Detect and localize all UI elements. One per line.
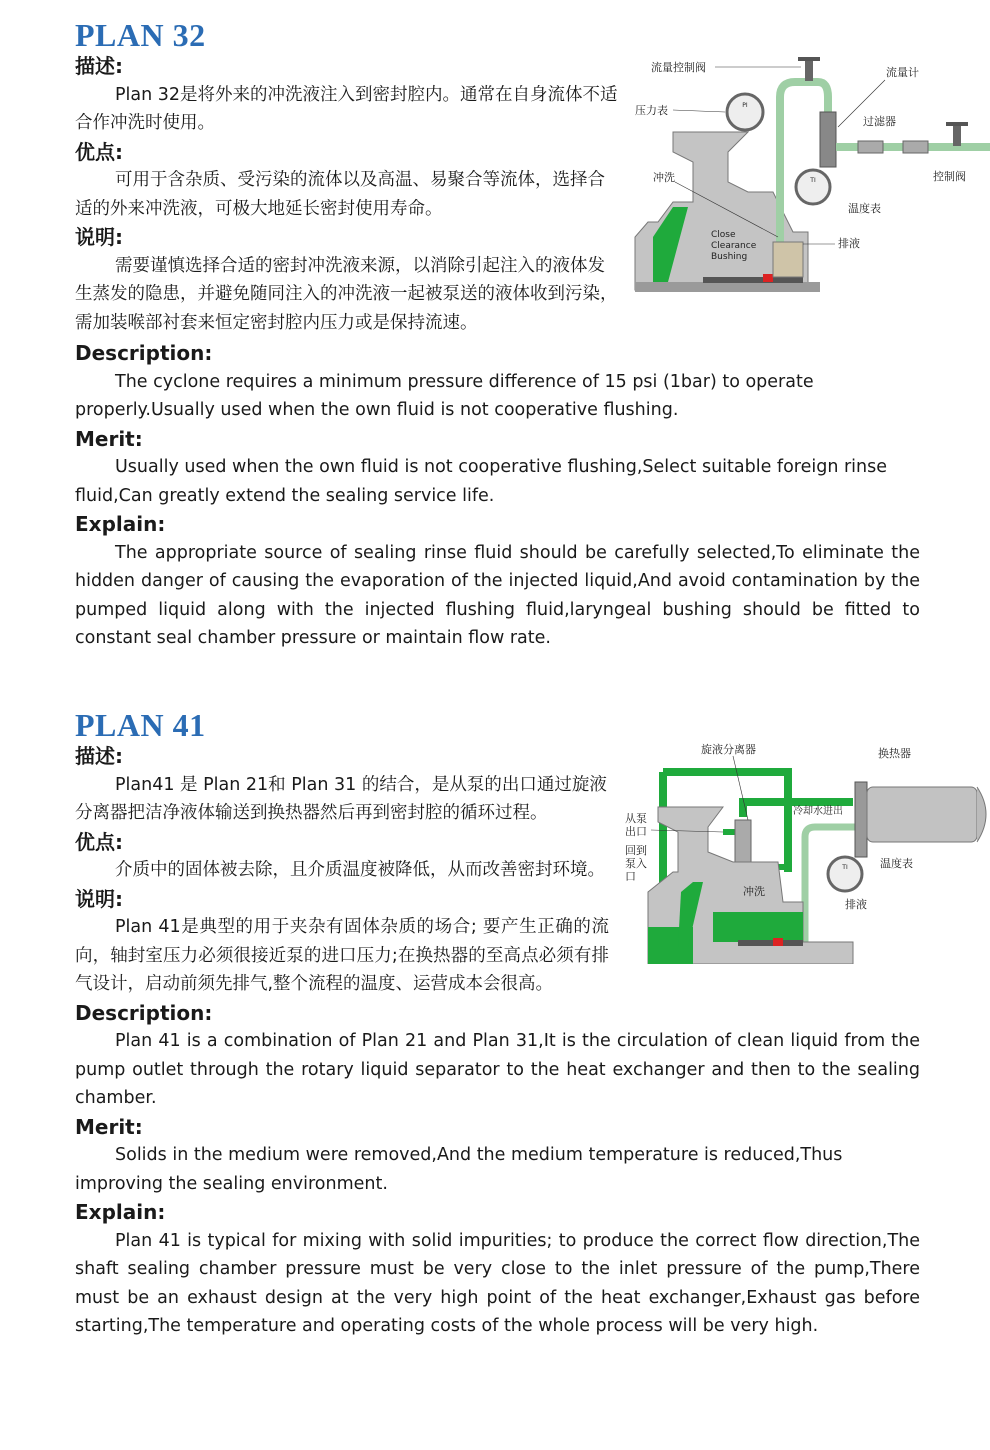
cn-merit-heading: 优点: (75, 139, 123, 164)
label-from-pump-1: 从泵 (625, 812, 647, 825)
cn-description-text: Plan41 是 Plan 21和 Plan 31 的结合，是从泵的出口通过旋液分离器把洁净液体输送到换热器然后再到密封腔的循环过程。 (75, 774, 607, 823)
en-description-heading: Description: (75, 341, 213, 365)
en-explain-heading: Explain: (75, 512, 166, 536)
label-drain: 排液 (838, 237, 860, 250)
en-description-text: The cyclone requires a minimum pressure difference of 15 psi (1bar) to operate properly.Usually used when the own fluid is not cooperative flushing. (75, 371, 814, 420)
cn-explain-text: Plan 41是典型的用于夹杂有固体杂质的场合; 要产生正确的流向，轴封室压力必须很接近泵的进口压力;在换热器的至高点必须有排气设计，启动前须先排气,整个流程的温度、运营成本会很高。 (75, 917, 609, 994)
label-control-valve: 控制阀 (933, 170, 966, 183)
svg-text:PI: PI (742, 102, 748, 109)
cn-explain-heading: 说明: (75, 225, 123, 249)
label-cyclone: 旋液分离器 (701, 743, 756, 756)
cn-description-text: Plan 32是将外来的冲洗液注入到密封腔内。通常在自身流体不适合作冲洗时使用。 (75, 84, 618, 133)
en-description-heading: Description: (75, 1000, 213, 1025)
label-return-3: 口 (625, 870, 636, 883)
svg-text:TI: TI (810, 177, 816, 184)
label-flush: 冲洗 (653, 171, 675, 184)
label-from-pump-2: 出口 (625, 825, 647, 838)
cn-explain-heading: 说明: (75, 886, 123, 911)
cn-explain-text: 需要谨慎选择合适的密封冲洗液来源，以消除引起注入的液体发生蒸发的隐患，并避免随同注入的冲洗液一起被泵送的液体收到污染，需加装喉部衬套来恒定密封腔内压力或是保持流速。 (75, 255, 618, 333)
svg-text:Clearance: Clearance (711, 241, 757, 251)
label-return-2: 泵入 (625, 857, 647, 870)
svg-text:Bushing: Bushing (711, 252, 748, 262)
label-flush: 冲洗 (743, 885, 765, 898)
en-description-text: Plan 41 is a combination of Plan 21 and Plan 31,It is the circulation of clean liquid from the pump outlet through the rotary liquid separator to the heat exchanger and then to the sealing chamber. (75, 1031, 920, 1108)
en-merit-text: Solids in the medium were removed,And the medium temperature is reduced,Thus improving the sealing environment. (75, 1145, 843, 1194)
plan-32-diagram (633, 52, 990, 302)
plan-32-title: PLAN 32 (75, 17, 206, 53)
plan-41-section (75, 708, 920, 1341)
label-flow-meter: 流量计 (886, 66, 919, 79)
cn-merit-heading: 优点: (75, 829, 123, 854)
label-filter: 过滤器 (863, 115, 896, 128)
en-merit-text: Usually used when the own fluid is not cooperative flushing,Select suitable foreign rinse fluid,Can greatly extend the sealing service life. (75, 457, 888, 506)
label-heat-exchanger: 换热器 (878, 747, 911, 760)
plan-32-section (75, 17, 966, 653)
label-return-1: 回到 (625, 844, 647, 857)
cn-description-heading: 描述: (75, 54, 123, 78)
plan-41-title: PLAN 41 (75, 707, 206, 743)
en-explain-heading: Explain: (75, 1200, 166, 1224)
label-cooling-water: 冷却水进出 (793, 806, 843, 817)
plan-41-diagram (623, 742, 990, 964)
label-drain: 排液 (845, 898, 867, 911)
cn-description-heading: 描述: (75, 744, 123, 768)
svg-text:Close: Close (711, 230, 736, 240)
en-merit-heading: Merit: (75, 1114, 143, 1139)
en-explain-text: The appropriate source of sealing rinse fluid should be carefully selected,To eliminate the hidden danger of causing the evaporation of the injected liquid,And avoid contamination by the pumped liquid along with the injected flushing fluid,laryngeal bushing should be fitted to constant seal chamber pressure or maintain flow rate. (75, 542, 920, 648)
label-temp-gauge: 温度表 (880, 857, 913, 870)
label-temp-gauge: 温度表 (848, 202, 881, 215)
svg-text:TI: TI (842, 864, 848, 871)
en-explain-text: Plan 41 is typical for mixing with solid impurities; to produce the correct flow direction,The shaft sealing chamber pressure must be very close to the inlet pressure of the pump,There must be an exhaust design at the very high point of the heat exchanger,Exhaust gas before starting,The temperature and operating costs of the whole process will be very high. (75, 1230, 920, 1336)
label-flow-control-valve: 流量控制阀 (651, 61, 706, 74)
en-merit-heading: Merit: (75, 426, 143, 451)
cn-merit-text: 介质中的固体被去除，且介质温度被降低，从而改善密封环境。 (115, 860, 605, 880)
cn-merit-text: 可用于含杂质、受污染的流体以及高温、易聚合等流体，选择合适的外来冲洗液，可极大地延长密封使用寿命。 (75, 170, 605, 219)
label-pressure-gauge: 压力表 (635, 104, 668, 117)
